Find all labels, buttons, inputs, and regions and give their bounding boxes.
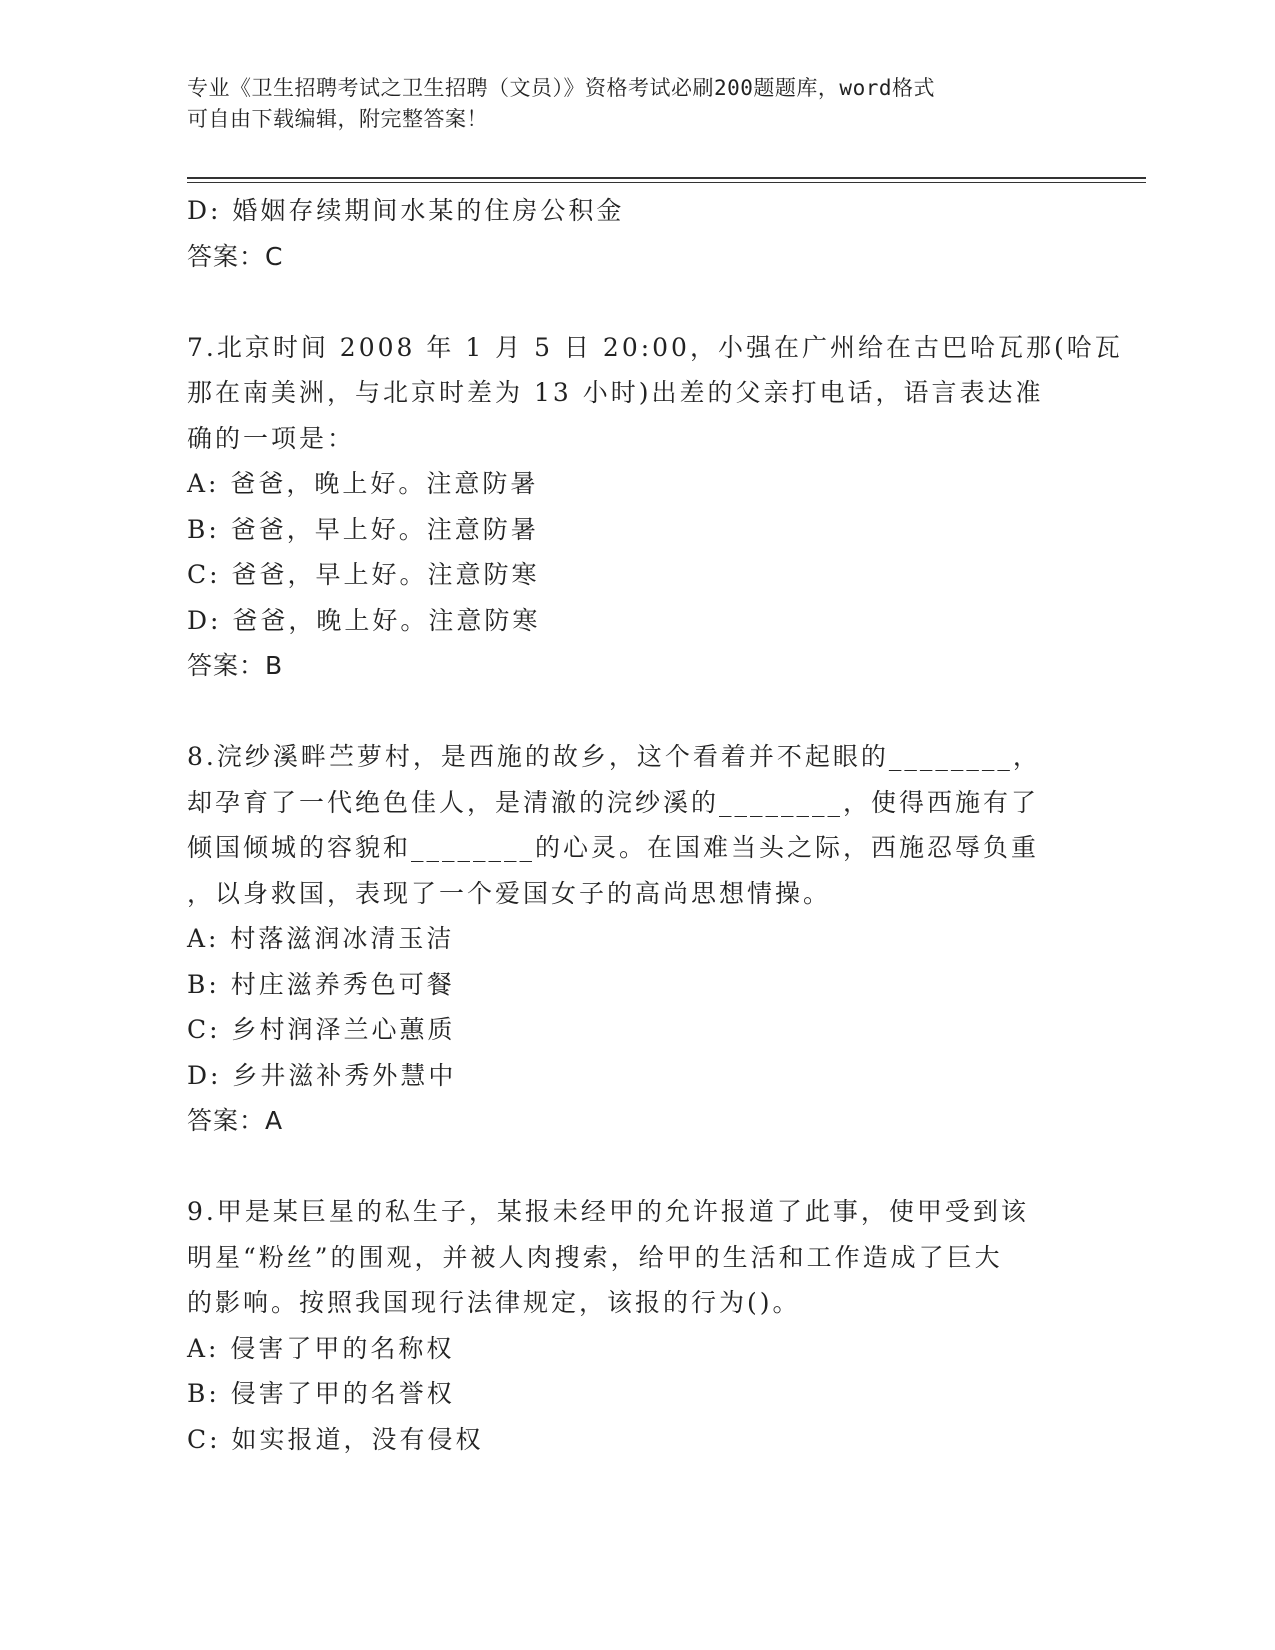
question-8 bbox=[187, 734, 1087, 1144]
q7-stem-line: 确的一项是： bbox=[187, 423, 356, 453]
q7-option-b: B: 爸爸，早上好。注意防暑 bbox=[187, 514, 539, 544]
header-divider-thick bbox=[187, 177, 1146, 179]
q6-answer: 答案：C bbox=[187, 241, 284, 271]
q9-stem-line: 的影响。按照我国现行法律规定，该报的行为()。 bbox=[187, 1288, 801, 1317]
q9-stem-line: 明星“粉丝”的围观，并被人肉搜索，给甲的生活和工作造成了巨大 bbox=[187, 1242, 1003, 1272]
q7-stem-line: 7.北京时间 2008 年 1 月 5 日 20:00，小强在广州给在古巴哈瓦那(哈瓦 bbox=[187, 332, 1123, 362]
spacer bbox=[187, 689, 1087, 735]
q7-stem-line: 那在南美洲，与北京时差为 13 小时)出差的父亲打电话，语言表达准 bbox=[187, 378, 1044, 407]
q8-stem-line: 倾国倾城的容貌和________的心灵。在国难当头之际，西施忍辱负重 bbox=[187, 833, 1040, 862]
q8-option-d: D: 乡井滋补秀外慧中 bbox=[187, 1060, 457, 1090]
q8-option-c: C: 乡村润泽兰心蕙质 bbox=[187, 1015, 456, 1044]
question-7 bbox=[187, 325, 1123, 689]
q7-answer: 答案：B bbox=[187, 651, 284, 680]
q8-stem-line: ，以身救国，表现了一个爱国女子的高尚思想情操。 bbox=[187, 878, 832, 908]
q7-option-c: C: 爸爸，早上好。注意防寒 bbox=[187, 560, 540, 589]
q9-stem-line: 9.甲是某巨星的私生子，某报未经甲的允许报道了此事，使甲受到该 bbox=[187, 1197, 1029, 1226]
spacer bbox=[187, 1144, 1087, 1190]
q9-option-b: B: 侵害了甲的名誉权 bbox=[187, 1379, 455, 1408]
spacer bbox=[187, 279, 1087, 325]
q8-stem-line: 8.浣纱溪畔苎萝村，是西施的故乡，这个看着并不起眼的________， bbox=[187, 742, 1041, 771]
document-body bbox=[187, 188, 1123, 1462]
q8-option-b: B: 村庄滋养秀色可餐 bbox=[187, 969, 455, 999]
q9-option-c: C: 如实报道，没有侵权 bbox=[187, 1424, 484, 1454]
q7-option-a: A: 爸爸，晚上好。注意防暑 bbox=[187, 469, 539, 498]
document-header bbox=[187, 73, 1087, 135]
header-line-1: 专业《卫生招聘考试之卫生招聘（文员）》资格考试必刷200题题库，word格式 bbox=[187, 76, 935, 100]
q8-stem-line: 却孕育了一代绝色佳人，是清澈的浣纱溪的________，使得西施有了 bbox=[187, 787, 1040, 817]
q9-option-a: A: 侵害了甲的名称权 bbox=[187, 1333, 455, 1363]
q6-option-d: D: 婚姻存续期间水某的住房公积金 bbox=[187, 196, 625, 225]
q7-option-d: D: 爸爸，晚上好。注意防寒 bbox=[187, 605, 541, 635]
header-divider-thin bbox=[187, 182, 1146, 183]
question-9 bbox=[187, 1189, 1087, 1462]
header-line-2: 可自由下载编辑，附完整答案！ bbox=[187, 107, 488, 131]
q8-answer: 答案：A bbox=[187, 1106, 284, 1135]
q8-option-a: A: 村落滋润冰清玉洁 bbox=[187, 924, 455, 953]
